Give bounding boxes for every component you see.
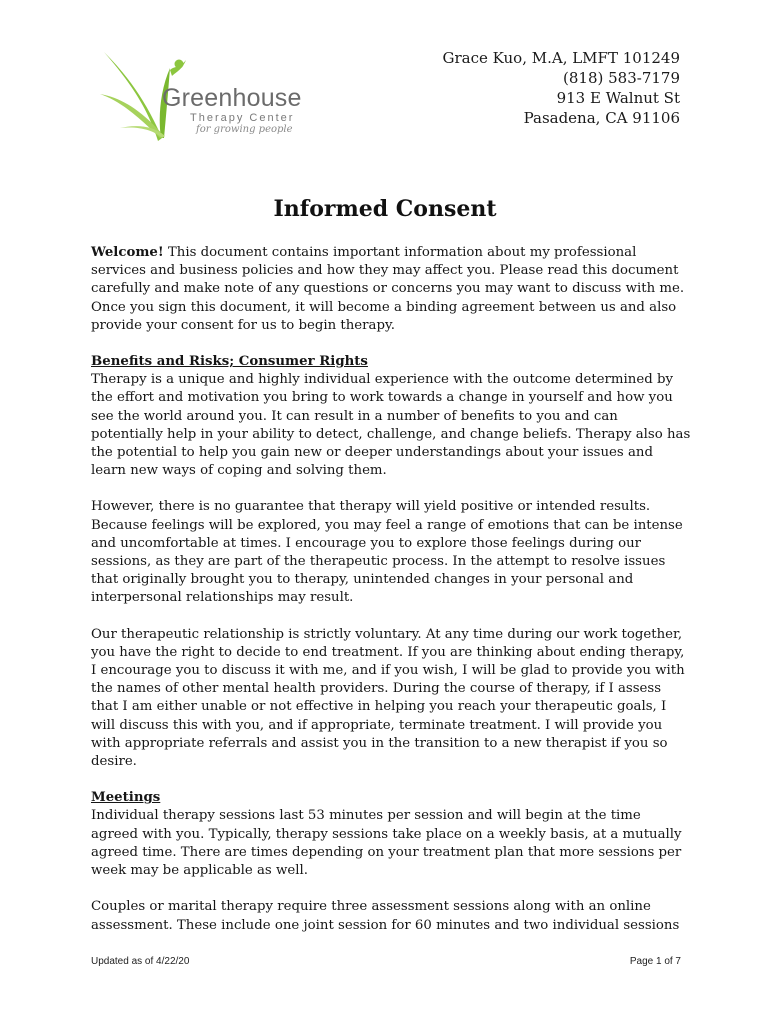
phone-number: (818) 583-7179	[563, 69, 680, 87]
therapist-name: Grace Kuo, M.A, LMFT 101249	[442, 49, 680, 67]
logo-name: Greenhouse	[162, 84, 302, 112]
welcome-text: This document contains important information about my professional services and business policies and how they may affect you. Please read this document carefully and make note of any questions or concerns you may want to discuss with me. Once you sign this document, it will become a binding agreement between us and also provide your consent for us to begin therapy.	[91, 245, 685, 333]
meetings-heading: Meetings	[91, 790, 161, 806]
meetings-paragraph-1: Individual therapy sessions last 53 minutes per session and will begin at the time agreed with you. Typically, therapy sessions take place on a weekly basis, at a mutually agreed time. There are times depending on your treatment plan that more sessions per week may be applicable as well.	[91, 808, 682, 879]
footer-page-number: Page 1 of 7	[629, 956, 681, 967]
street-address: 913 E Walnut St	[556, 89, 680, 107]
logo-subtitle: Therapy Center	[190, 112, 295, 124]
document-title: Informed Consent	[273, 196, 497, 222]
meetings-section	[91, 789, 691, 880]
welcome-paragraph	[91, 244, 691, 335]
welcome-lead: Welcome!	[91, 245, 164, 260]
benefits-heading: Benefits and Risks; Consumer Rights	[91, 354, 368, 370]
benefits-paragraph-2: However, there is no guarantee that therapy will yield positive or intended results. Because feelings will be explored, you may feel a range of emotions that can be intense and uncomfortable at times. I encourage you to explore those feelings during our sessions, as they are part of the therapeutic process. In the attempt to resolve issues that originally brought you to therapy, unintended changes in your personal and interpersonal relationships may result.	[91, 499, 683, 606]
footer-updated-date: Updated as of 4/22/20	[91, 956, 190, 967]
meetings-paragraph-2: Couples or marital therapy require three assessment sessions along with an online assessment. These include one joint session for 60 minutes and two individual sessions	[91, 899, 680, 933]
city-state-zip: Pasadena, CA 91106	[523, 109, 680, 127]
contact-block	[442, 48, 680, 128]
benefits-paragraph-3: Our therapeutic relationship is strictly voluntary. At any time during our work together, you have the right to decide to end treatment. If you are thinking about ending therapy, I encourage you to discuss it with me, and if you wish, I will be glad to provide you with the names of other mental health providers. During the course of therapy, if I assess that I am either unable or not effective in helping you reach your therapeutic goals, I will discuss this with you, and if appropriate, terminate treatment. I will provide you with appropriate referrals and assist you in the transition to a new therapist if you so desire.	[91, 626, 685, 770]
greenhouse-logo	[98, 46, 318, 146]
benefits-paragraph-1: Therapy is a unique and highly individual experience with the outcome determined by the effort and motivation you bring to work towards a change in yourself and how you see the world around you. It can result in a number of benefits to you and can potentially help in your ability to detect, challenge, and change beliefs. Therapy also has the potential to help you gain new or deeper understandings about your issues and learn new ways of coping and solving them.	[91, 372, 691, 479]
benefits-section	[91, 353, 691, 480]
logo-tagline: for growing people	[196, 124, 293, 135]
document-body	[91, 244, 691, 953]
